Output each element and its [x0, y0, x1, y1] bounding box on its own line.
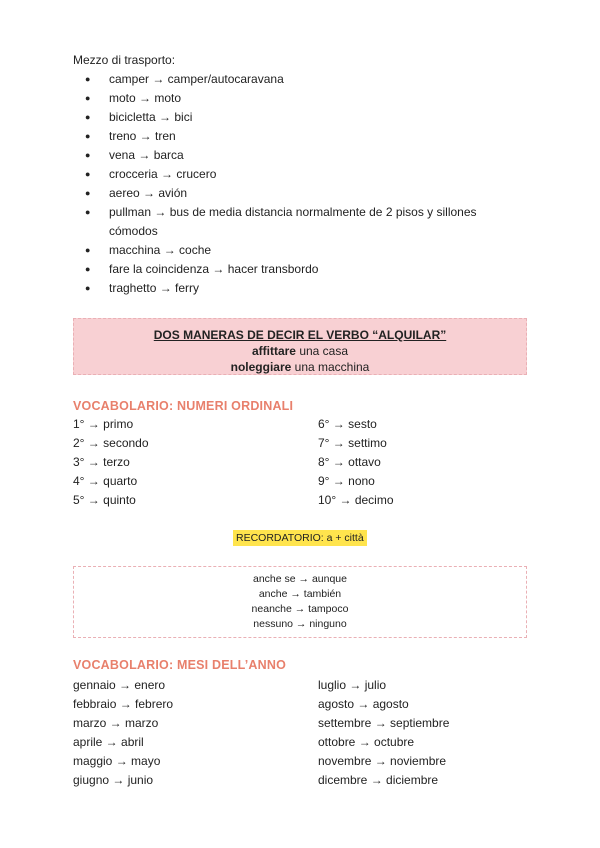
connector-item: nessuno → ninguno	[253, 618, 347, 630]
list-item: ● fare la coincidenza → hacer transbordo	[73, 260, 523, 279]
ordinal-item: 5° → quinto	[73, 493, 136, 507]
ordinal-item: 2° → secondo	[73, 436, 149, 450]
ordinal-item: 7° → settimo	[318, 436, 387, 450]
transport-list	[73, 70, 523, 298]
list-item: ● vena → barca	[73, 146, 523, 165]
callout-bold-word: noleggiare	[230, 360, 292, 374]
ordinal-item: 9° → nono	[318, 474, 375, 488]
months-left-column	[73, 676, 173, 790]
month-item: dicembre → diciembre	[318, 773, 439, 787]
list-item: ● treno → tren	[73, 127, 523, 146]
list-item: ● crocceria → crucero	[73, 165, 523, 184]
ordinal-item: 1° → primo	[73, 417, 134, 431]
ordinal-item: 10° → decimo	[318, 493, 394, 507]
alquilar-callout	[73, 318, 527, 375]
list-item: ● aereo → avión	[73, 184, 523, 203]
callout-title: DOS MANERAS DE DECIR EL VERBO “ALQUILAR”	[153, 328, 447, 342]
months-heading: VOCABOLARIO: MESI DELL’ANNO	[73, 658, 287, 672]
ordinal-item: 8° → ottavo	[318, 455, 381, 469]
month-item: ottobre → octubre	[318, 735, 415, 749]
callout-line-affittare	[74, 343, 526, 359]
month-item: novembre → noviembre	[318, 754, 447, 768]
month-item: giugno → junio	[73, 773, 154, 787]
month-item: luglio → julio	[318, 678, 387, 692]
ordinal-item: 6° → sesto	[318, 417, 377, 431]
reminder-highlight: RECORDATORIO: a + città	[233, 530, 367, 546]
callout-bold-word: affittare	[251, 344, 296, 358]
month-item: febbraio → febrero	[73, 697, 174, 711]
connectors-list	[74, 572, 526, 632]
month-item: maggio → mayo	[73, 754, 161, 768]
list-item: ● moto → moto	[73, 89, 523, 108]
transport-heading: Mezzo di trasporto:	[73, 53, 176, 67]
month-item: marzo → marzo	[73, 716, 159, 730]
ordinals-heading: VOCABOLARIO: NUMERI ORDINALI	[73, 399, 294, 413]
connector-item: neanche → tampoco	[251, 603, 349, 615]
list-item: ● macchina → coche	[73, 241, 523, 260]
list-item: ● bicicletta → bici	[73, 108, 523, 127]
callout-line-noleggiare	[74, 359, 526, 375]
ordinals-left-column	[73, 415, 149, 510]
connectors-box	[73, 566, 527, 638]
list-item: ● camper → camper/autocaravana	[73, 70, 523, 89]
month-item: aprile → abril	[73, 735, 144, 749]
connector-item: anche se → aunque	[253, 573, 347, 585]
ordinal-item: 4° → quarto	[73, 474, 138, 488]
month-item: gennaio → enero	[73, 678, 166, 692]
connector-item: anche → también	[258, 588, 342, 600]
list-item: ● pullman → bus de media distancia normalmente de 2 pisos y sillones	[73, 203, 523, 222]
ordinal-item: 3° → terzo	[73, 455, 130, 469]
callout-line-text: una casa	[295, 344, 349, 358]
list-item: ● traghetto → ferry	[73, 279, 523, 298]
month-item: settembre → septiembre	[318, 716, 450, 730]
months-right-column	[318, 676, 449, 790]
month-item: agosto → agosto	[318, 697, 409, 711]
callout-line-text: una macchina	[291, 360, 370, 374]
ordinals-right-column	[318, 415, 394, 510]
list-item-continuation: cómodos	[109, 224, 158, 238]
